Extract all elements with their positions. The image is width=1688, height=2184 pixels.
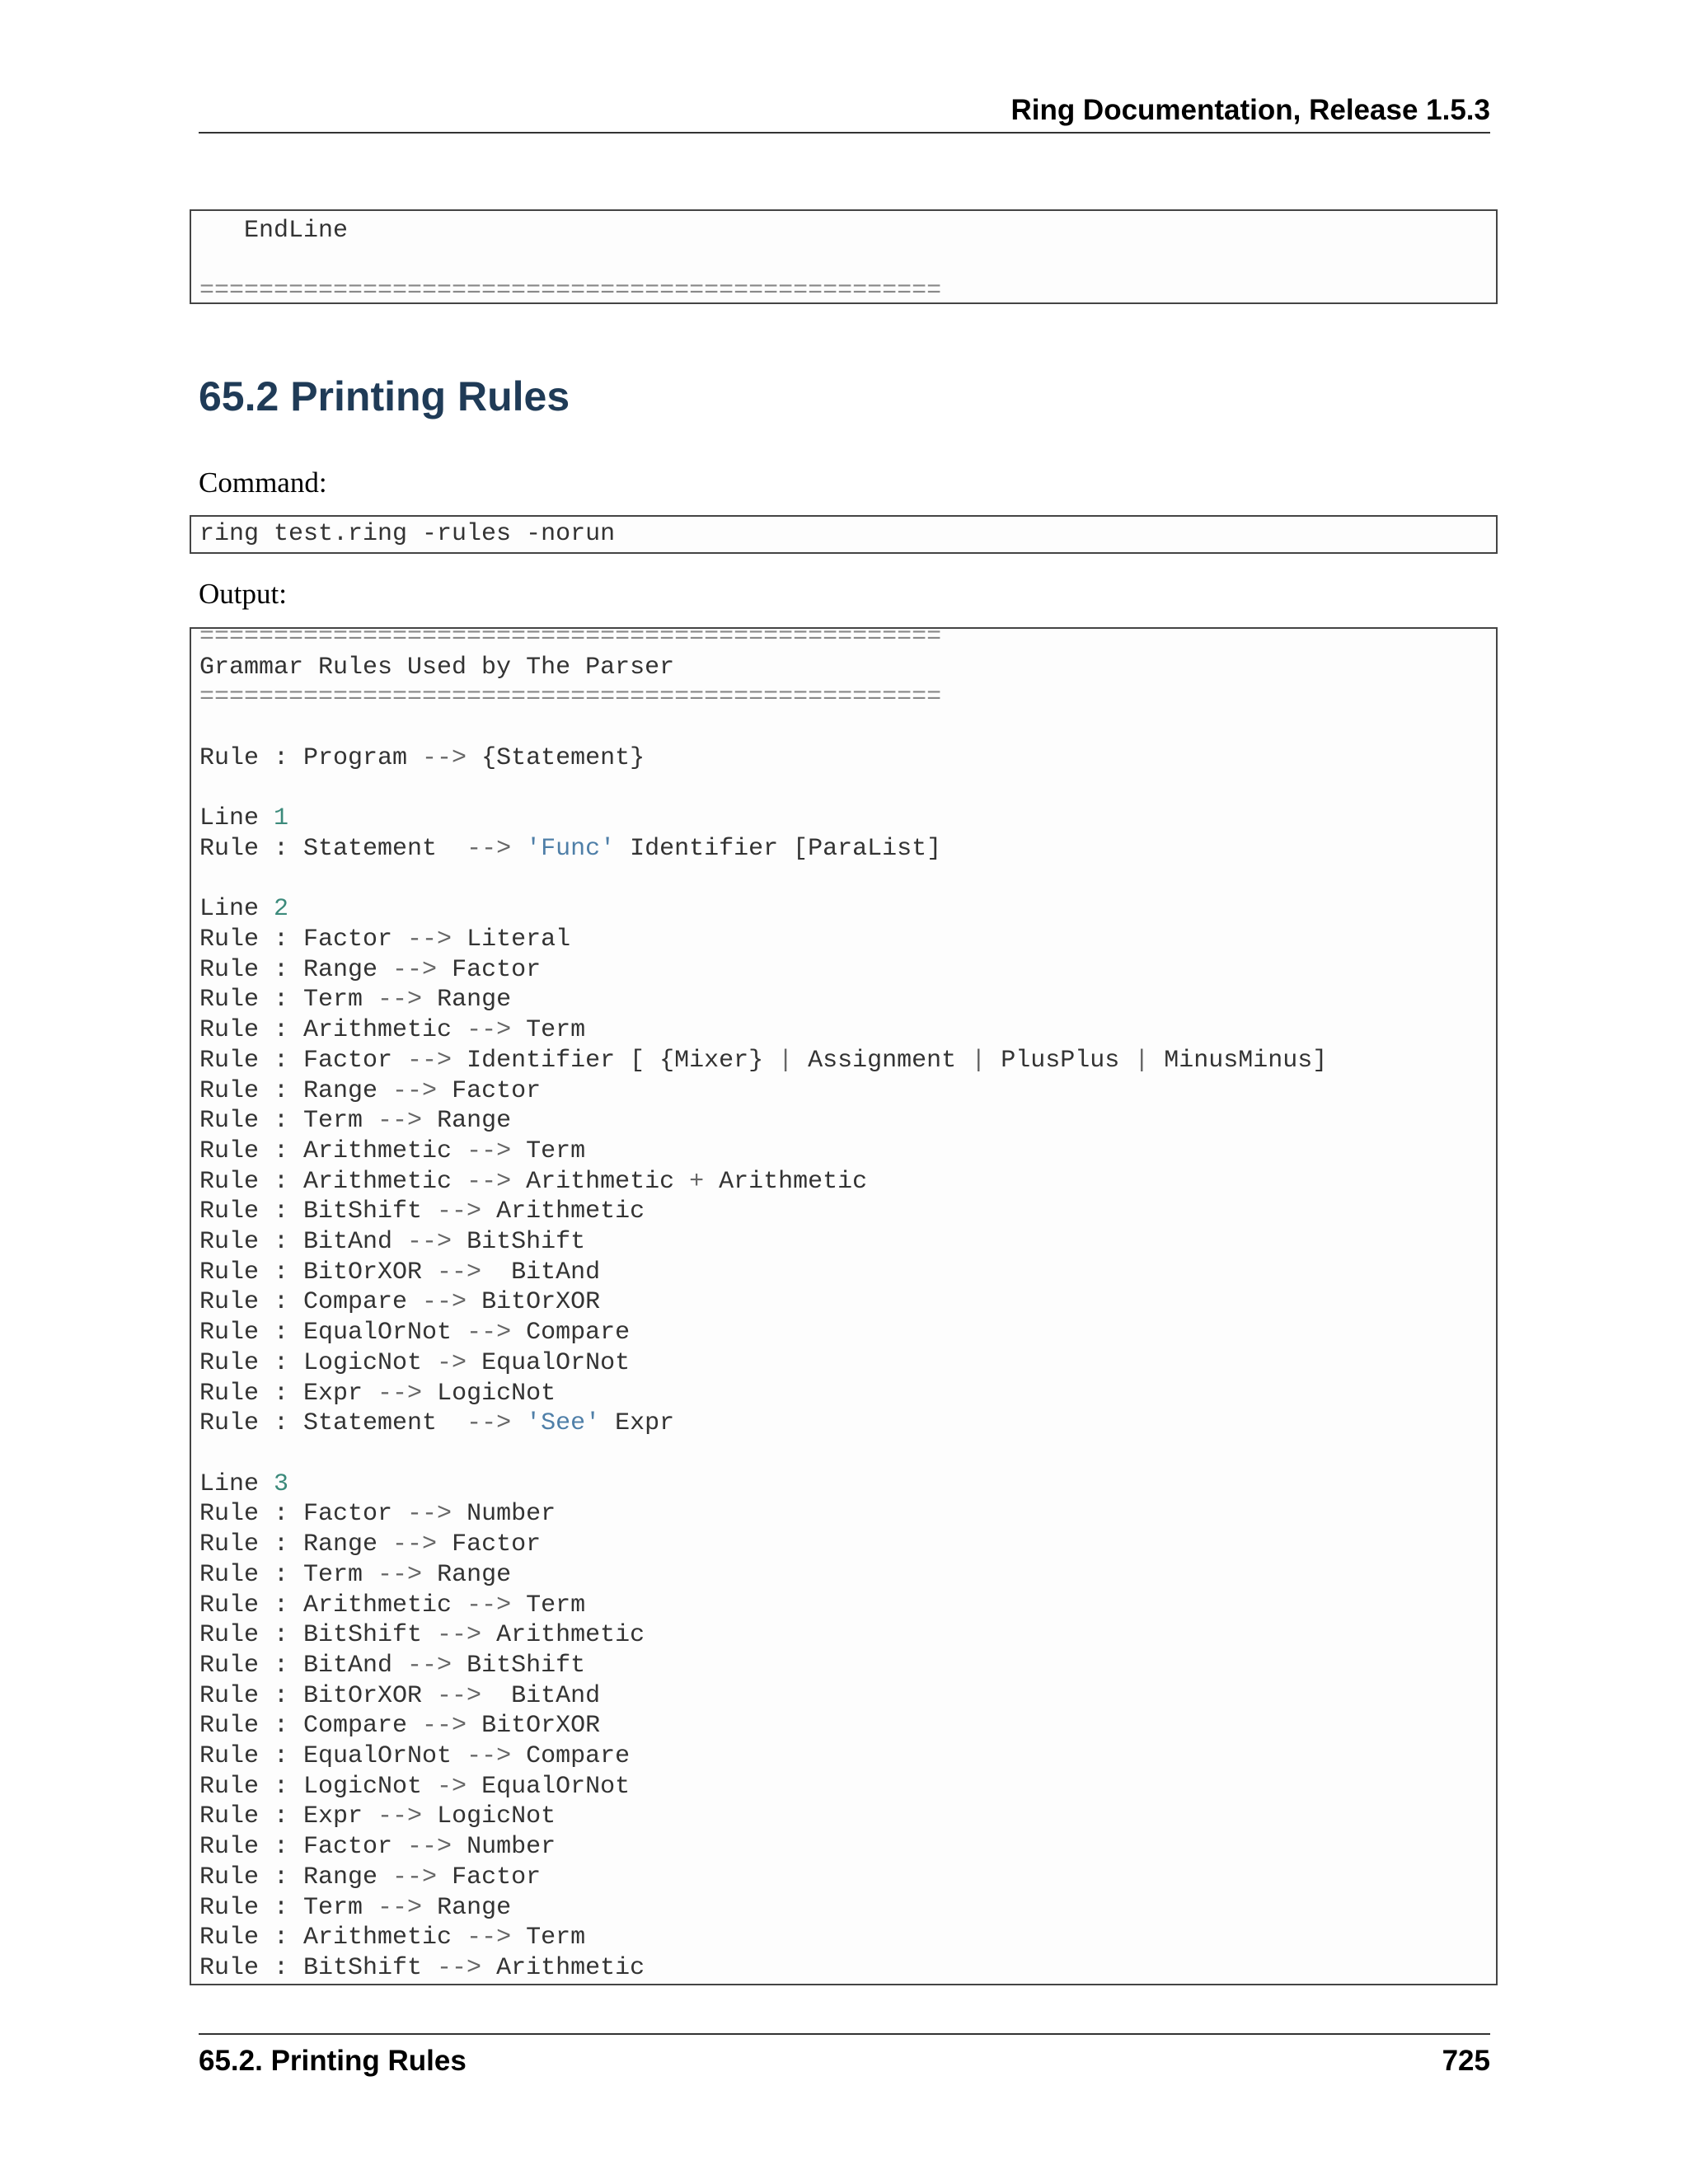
code-line (199, 1439, 1496, 1469)
code-line: Rule : BitOrXOR --> BitAnd (199, 1681, 601, 1710)
code-line (199, 713, 1496, 743)
code-line: Rule : Term --> Range (199, 1560, 512, 1589)
code-line: Rule : LogicNot -> EqualOrNot (199, 1348, 631, 1377)
code-line: ================================================== (199, 683, 942, 712)
code-line: Rule : Arithmetic --> Term (199, 1924, 586, 1952)
code-line: Rule : EqualOrNot --> Compare (199, 1742, 631, 1771)
code-line: Line 1 (199, 804, 289, 833)
code-line: ================================================== (199, 627, 942, 651)
page-header (199, 89, 1490, 134)
code-line: Rule : Compare --> BitOrXOR (199, 1288, 601, 1317)
code-line: Rule : LogicNot -> EqualOrNot (199, 1772, 631, 1801)
code-line: EndLine (199, 217, 349, 245)
page-number: 725 (1442, 2045, 1490, 2077)
code-line: Rule : Arithmetic --> Arithmetic + Arithmetic (199, 1167, 868, 1196)
code-lines (191, 216, 1496, 307)
code-line: Rule : Factor --> Identifier [ {Mixer} | Assignment | PlusPlus | MinusMinus] (199, 1046, 1328, 1075)
code-line: Rule : Factor --> Number (199, 1833, 556, 1862)
code-block-endline (190, 209, 1498, 304)
command-code: ring test.ring -rules -norun (199, 520, 616, 548)
code-line: Rule : BitShift --> Arithmetic (199, 1621, 645, 1650)
code-line: Rule : Term --> Range (199, 1107, 512, 1136)
code-line: Line 2 (199, 895, 289, 924)
code-line: Rule : Range --> Factor (199, 1530, 542, 1559)
code-line: Rule : Factor --> Number (199, 1500, 556, 1529)
code-line: Rule : BitShift --> Arithmetic (199, 1953, 645, 1982)
code-line: Rule : Range --> Factor (199, 955, 542, 984)
code-line: Rule : Arithmetic --> Term (199, 1591, 586, 1619)
output-label: Output: (199, 578, 287, 610)
code-line (199, 246, 1496, 277)
code-line: Rule : BitAnd --> BitShift (199, 1228, 586, 1257)
code-line: Rule : Compare --> BitOrXOR (199, 1712, 601, 1741)
code-line: Rule : Range --> Factor (199, 1863, 542, 1891)
code-line (199, 774, 1496, 804)
code-line: Rule : EqualOrNot --> Compare (199, 1319, 631, 1347)
footer-section: 65.2. Printing Rules (199, 2045, 467, 2077)
code-line: Rule : Statement --> 'Func' Identifier [ParaList] (199, 834, 942, 863)
code-line: Rule : Statement --> 'See' Expr (199, 1409, 675, 1438)
command-code-block (190, 515, 1498, 554)
page-footer (199, 2033, 1490, 2077)
code-line: Rule : Term --> Range (199, 986, 512, 1015)
document-title: Ring Documentation, Release 1.5.3 (1010, 94, 1490, 126)
code-line: Rule : Range --> Factor (199, 1076, 542, 1105)
code-line: Rule : Arithmetic --> Term (199, 1137, 586, 1165)
code-line: Rule : Factor --> Literal (199, 926, 571, 954)
code-line: Rule : Arithmetic --> Term (199, 1016, 586, 1045)
code-line (199, 865, 1496, 895)
code-line: Rule : Program --> {Statement} (199, 743, 645, 772)
code-line: Grammar Rules Used by The Parser (199, 653, 675, 682)
output-code-block (190, 627, 1498, 1985)
code-line: Rule : Expr --> LogicNot (199, 1379, 556, 1408)
code-line: Rule : BitOrXOR --> BitAnd (199, 1258, 601, 1286)
code-line: Line 3 (199, 1469, 289, 1498)
section-heading: 65.2 Printing Rules (199, 373, 570, 419)
code-line: Rule : Term --> Range (199, 1893, 512, 1922)
code-line: Rule : Expr --> LogicNot (199, 1802, 556, 1831)
code-line: ================================================== (199, 277, 942, 306)
command-label: Command: (199, 466, 327, 499)
code-line: Rule : BitAnd --> BitShift (199, 1651, 586, 1680)
output-lines (191, 627, 1496, 1984)
code-line: Rule : BitShift --> Arithmetic (199, 1197, 645, 1226)
